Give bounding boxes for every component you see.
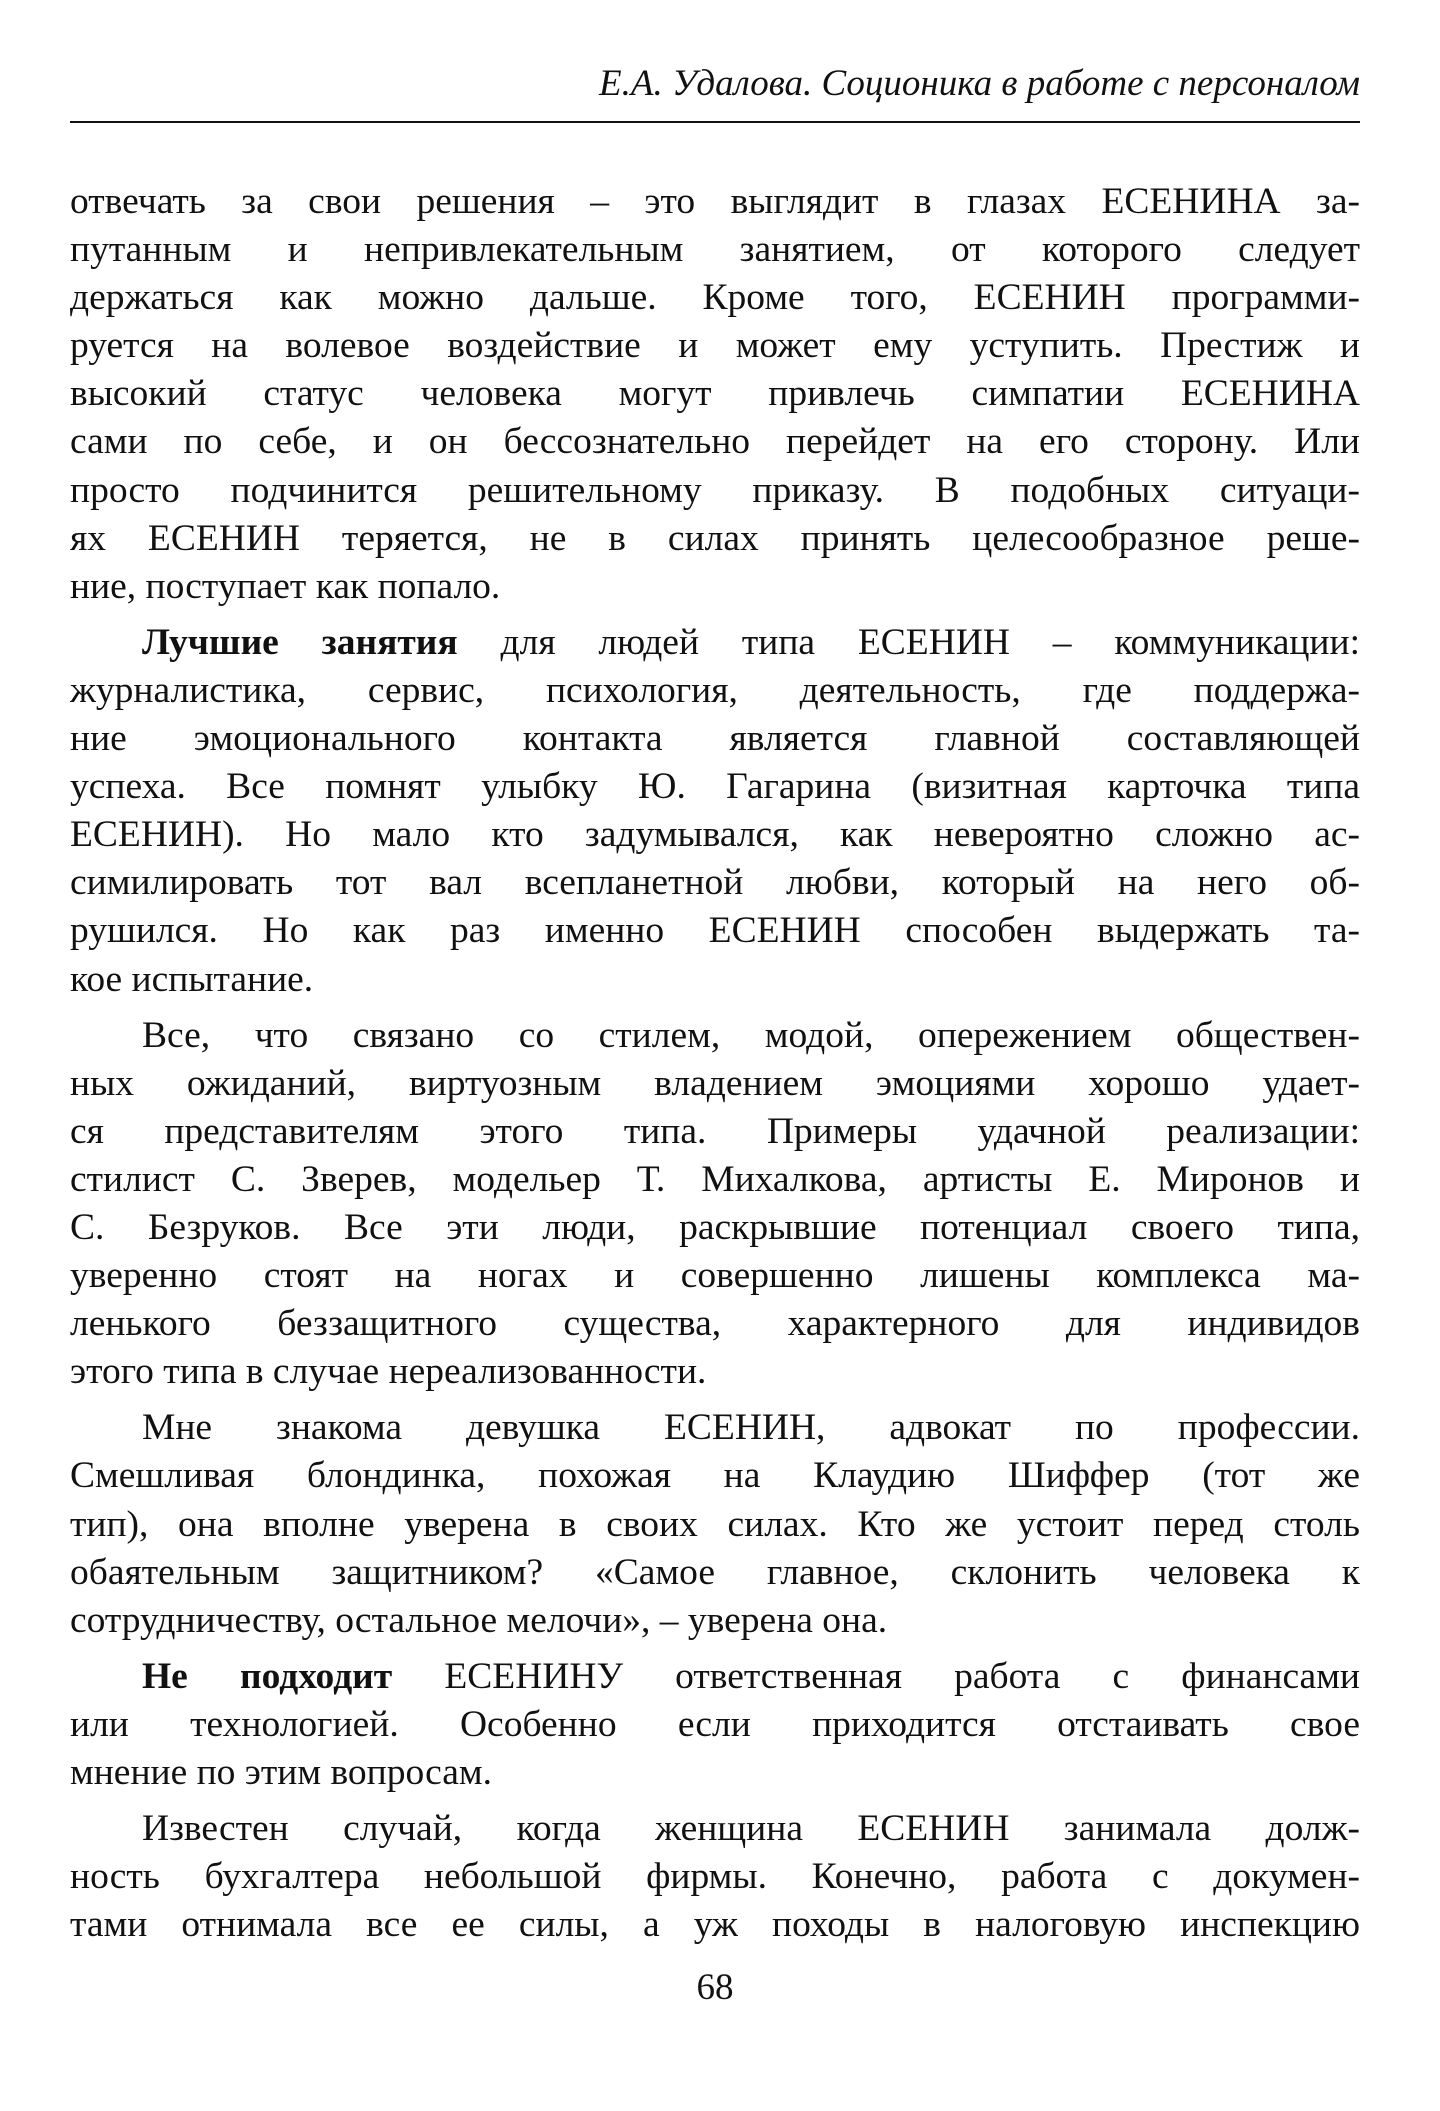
text-line: ние эмоционального контакта является главной составляющей xyxy=(70,718,1360,760)
text-line: сами по себе, и он бессознательно перейдет на его сторону. Или xyxy=(70,421,1360,463)
text-line: высокий статус человека могут привлечь симпатии ЕСЕНИНА xyxy=(70,373,1360,415)
text-line: тами отнимала все ее силы, а уж походы в налоговую инспекцию xyxy=(70,1904,1360,1946)
text-line: симилировать тот вал всепланетной любви, который на него об- xyxy=(70,862,1360,904)
running-title: Е.А. Удалова. Соционика в работе с персоналом xyxy=(599,63,1360,104)
paragraph-gap xyxy=(70,1797,1360,1805)
text-line: уверенно стоят на ногах и совершенно лишены комплекса ма- xyxy=(70,1255,1360,1297)
text-line: обаятельным защитником? «Самое главное, склонить человека к xyxy=(70,1551,1360,1593)
bold-lead-not-suited: Не подходит xyxy=(142,1655,393,1697)
text-line: С. Безруков. Все эти люди, раскрывшие потенциал своего типа, xyxy=(70,1206,1360,1248)
text-line: этого типа в случае нереализованности. xyxy=(70,1351,707,1393)
text-line: успеха. Все помнят улыбку Ю. Гагарина (визитная карточка типа xyxy=(70,766,1360,808)
paragraph-gap xyxy=(70,1645,1360,1653)
text-line: рушился. Но как раз именно ЕСЕНИН способен выдержать та- xyxy=(70,910,1360,952)
text-line: или технологией. Особенно если приходится отстаивать свое xyxy=(70,1703,1360,1745)
header-rule xyxy=(70,121,1360,123)
text-line: стилист С. Зверев, модельер Т. Михалкова, артисты Е. Миронов и xyxy=(70,1158,1360,1200)
paragraph-continued xyxy=(70,178,1360,611)
text-line: путанным и непривлекательным занятием, от которого следует xyxy=(70,229,1360,271)
page-number: 68 xyxy=(696,1967,734,2008)
text-line: ность бухгалтера небольшой фирмы. Конечно, работа с докумен- xyxy=(70,1856,1360,1898)
paragraph-not-suited xyxy=(70,1653,1360,1797)
text-line: ях ЕСЕНИН теряется, не в силах принять целесообразное реше- xyxy=(70,517,1360,559)
book-page xyxy=(70,0,1360,2111)
text-line: просто подчинится решительному приказу. В подобных ситуаци- xyxy=(70,469,1360,511)
text-line-first: Все, что связано со стилем, модой, опережением обществен- xyxy=(142,1014,1360,1056)
text-line-first xyxy=(70,1653,1360,1701)
text-line: кое испытание. xyxy=(70,958,314,1000)
body-text xyxy=(70,178,1360,1949)
text-run: для людей типа ЕСЕНИН – коммуникации: xyxy=(457,621,1360,663)
text-line-first: Известен случай, когда женщина ЕСЕНИН занимала долж- xyxy=(142,1808,1360,1850)
paragraph-gap xyxy=(70,1004,1360,1012)
text-line: ся представителям этого типа. Примеры удачной реализации: xyxy=(70,1110,1360,1152)
paragraph-style xyxy=(70,1012,1360,1397)
text-line: тип), она вполне уверена в своих силах. Кто же устоит перед столь xyxy=(70,1503,1360,1545)
text-line: ленького беззащитного существа, характерного для индивидов xyxy=(70,1303,1360,1345)
paragraph-gap xyxy=(70,1396,1360,1404)
text-line-first: Мне знакома девушка ЕСЕНИН, адвокат по профессии. xyxy=(142,1407,1360,1449)
text-run: ЕСЕНИНУ ответственная работа с финансами xyxy=(392,1655,1360,1697)
text-line: журналистика, сервис, психология, деятельность, где поддержа- xyxy=(70,669,1360,711)
paragraph-accountant xyxy=(70,1805,1360,1949)
text-line-first xyxy=(70,619,1360,667)
paragraph-gap xyxy=(70,611,1360,619)
text-line: руется на волевое воздействие и может ему уступить. Престиж и xyxy=(70,325,1360,367)
text-line: ных ожиданий, виртуозным владением эмоциями хорошо удает- xyxy=(70,1062,1360,1104)
text-line: ЕСЕНИН). Но мало кто задумывался, как невероятно сложно ас- xyxy=(70,814,1360,856)
text-line: сотрудничеству, остальное мелочи», – уверена она. xyxy=(70,1599,888,1641)
paragraph-lawyer xyxy=(70,1404,1360,1644)
paragraph-best-jobs xyxy=(70,619,1360,1004)
text-line: держаться как можно дальше. Кроме того, ЕСЕНИН программи- xyxy=(70,277,1360,319)
bold-lead-best-jobs: Лучшие занятия xyxy=(142,621,458,663)
text-line: мнение по этим вопросам. xyxy=(70,1752,493,1793)
text-line: Смешливая блондинка, похожая на Клаудию Шиффер (тот же xyxy=(70,1455,1360,1497)
text-line: отвечать за свои решения – это выглядит в глазах ЕСЕНИНА за- xyxy=(70,181,1360,222)
text-line: ние, поступает как попало. xyxy=(70,565,501,607)
